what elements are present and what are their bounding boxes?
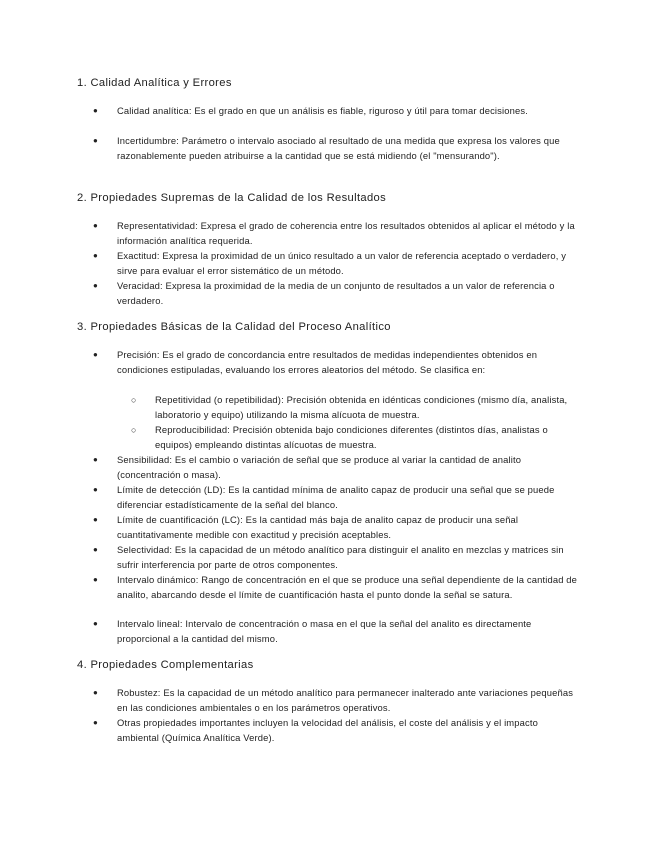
list-item-text: Intervalo dinámico: Rango de concentración en el que se produce una señal dependiente de la cantidad de analito, abarcando desde el límite de cuantificación hasta el punto donde la señal se satura. xyxy=(117,574,578,600)
list-item-text: Calidad analítica: Es el grado en que un análisis es fiable, riguroso y útil para tomar decisiones. xyxy=(117,105,528,116)
section-heading: 1. Calidad Analítica y Errores xyxy=(77,77,232,89)
list-item xyxy=(93,453,579,483)
section-heading: 3. Propiedades Básicas de la Calidad del Proceso Analítico xyxy=(77,321,391,333)
list-item xyxy=(93,573,579,603)
bullet-icon: ● xyxy=(93,251,98,260)
sub-list-item-text: Repetitividad (o repetibilidad): Precisión obtenida en idénticas condiciones (mismo día, analista, laboratorio y equipo) utilizando la misma alícuota de muestra. xyxy=(155,394,568,420)
list-item xyxy=(93,617,579,647)
list-item xyxy=(93,716,579,746)
bullet-icon: ● xyxy=(93,455,98,464)
bullet-icon: ● xyxy=(93,545,98,554)
list-item xyxy=(93,249,579,279)
list-item-text: Veracidad: Expresa la proximidad de la media de un conjunto de resultados a un valor de referencia o verdadero. xyxy=(117,280,555,306)
bullet-icon: ● xyxy=(93,350,98,359)
list-item xyxy=(93,219,579,249)
list-item xyxy=(93,686,579,716)
list-item-text: Selectividad: Es la capacidad de un método analítico para distinguir el analito en mezclas y matrices sin sufrir interferencia por parte de otros componentes. xyxy=(117,544,564,570)
list-item-text: Exactitud: Expresa la proximidad de un único resultado a un valor de referencia aceptado o verdadero, y sirve para evaluar el error sistemático de un método. xyxy=(117,250,567,276)
bullet-icon: ● xyxy=(93,515,98,524)
list-item xyxy=(93,513,579,543)
bullet-icon: ● xyxy=(93,281,98,290)
list-item-text: Incertidumbre: Parámetro o intervalo asociado al resultado de una medida que expresa los valores que razonablemente pueden atribuirse a la cantidad que se está midiendo (el "mensurando"). xyxy=(117,135,560,161)
list-item xyxy=(93,104,579,119)
bullet-icon: ● xyxy=(93,619,98,628)
list-item-text: Otras propiedades importantes incluyen la velocidad del análisis, el coste del análisis y el impacto ambiental (Química Analítica Verde). xyxy=(117,717,538,743)
list-item xyxy=(93,348,579,378)
bullet-icon: ● xyxy=(93,221,98,230)
list-item-text: Límite de cuantificación (LC): Es la cantidad más baja de analito capaz de producir una señal cuantitativamente medible con exactitud y precisión aceptables. xyxy=(117,514,519,540)
list-item-text: Sensibilidad: Es el cambio o variación de señal que se produce al variar la cantidad de analito (concentración o masa). xyxy=(117,454,522,480)
list-item-text: Representatividad: Expresa el grado de coherencia entre los resultados obtenidos al aplicar el método y la información analítica requerida. xyxy=(117,220,575,246)
bullet-icon: ● xyxy=(93,718,98,727)
sub-list-item xyxy=(131,423,579,453)
list-item xyxy=(93,483,579,513)
hollow-bullet-icon: ○ xyxy=(131,425,137,435)
bullet-icon: ● xyxy=(93,136,98,145)
list-item-text: Precisión: Es el grado de concordancia entre resultados de medidas independientes obtenidos en condiciones estipuladas, evaluando los errores aleatorios del método. Se clasifica en: xyxy=(117,349,538,375)
bullet-icon: ● xyxy=(93,575,98,584)
bullet-icon: ● xyxy=(93,485,98,494)
list-item xyxy=(93,543,579,573)
list-item xyxy=(93,279,579,309)
sub-list-item-text: Reproducibilidad: Precisión obtenida bajo condiciones diferentes (distintos días, analistas o equipos) empleando distintas alícuotas de muestra. xyxy=(155,424,548,450)
bullet-icon: ● xyxy=(93,106,98,115)
section-heading: 4. Propiedades Complementarias xyxy=(77,659,254,671)
list-item-text: Robustez: Es la capacidad de un método analítico para permanecer inalterado ante variaciones pequeñas en las condiciones ambientales o en los parámetros operativos. xyxy=(117,687,574,713)
bullet-icon: ● xyxy=(93,688,98,697)
list-item-text: Intervalo lineal: Intervalo de concentración o masa en el que la señal del analito es directamente proporcional a la cantidad del mismo. xyxy=(117,618,532,644)
section-heading: 2. Propiedades Supremas de la Calidad de los Resultados xyxy=(77,192,387,204)
list-item xyxy=(93,134,579,164)
hollow-bullet-icon: ○ xyxy=(131,395,137,405)
list-item-text: Límite de detección (LD): Es la cantidad mínima de analito capaz de producir una señal que se puede diferenciar estadísticamente de la señal del blanco. xyxy=(117,484,555,510)
sub-list-item xyxy=(131,393,579,423)
